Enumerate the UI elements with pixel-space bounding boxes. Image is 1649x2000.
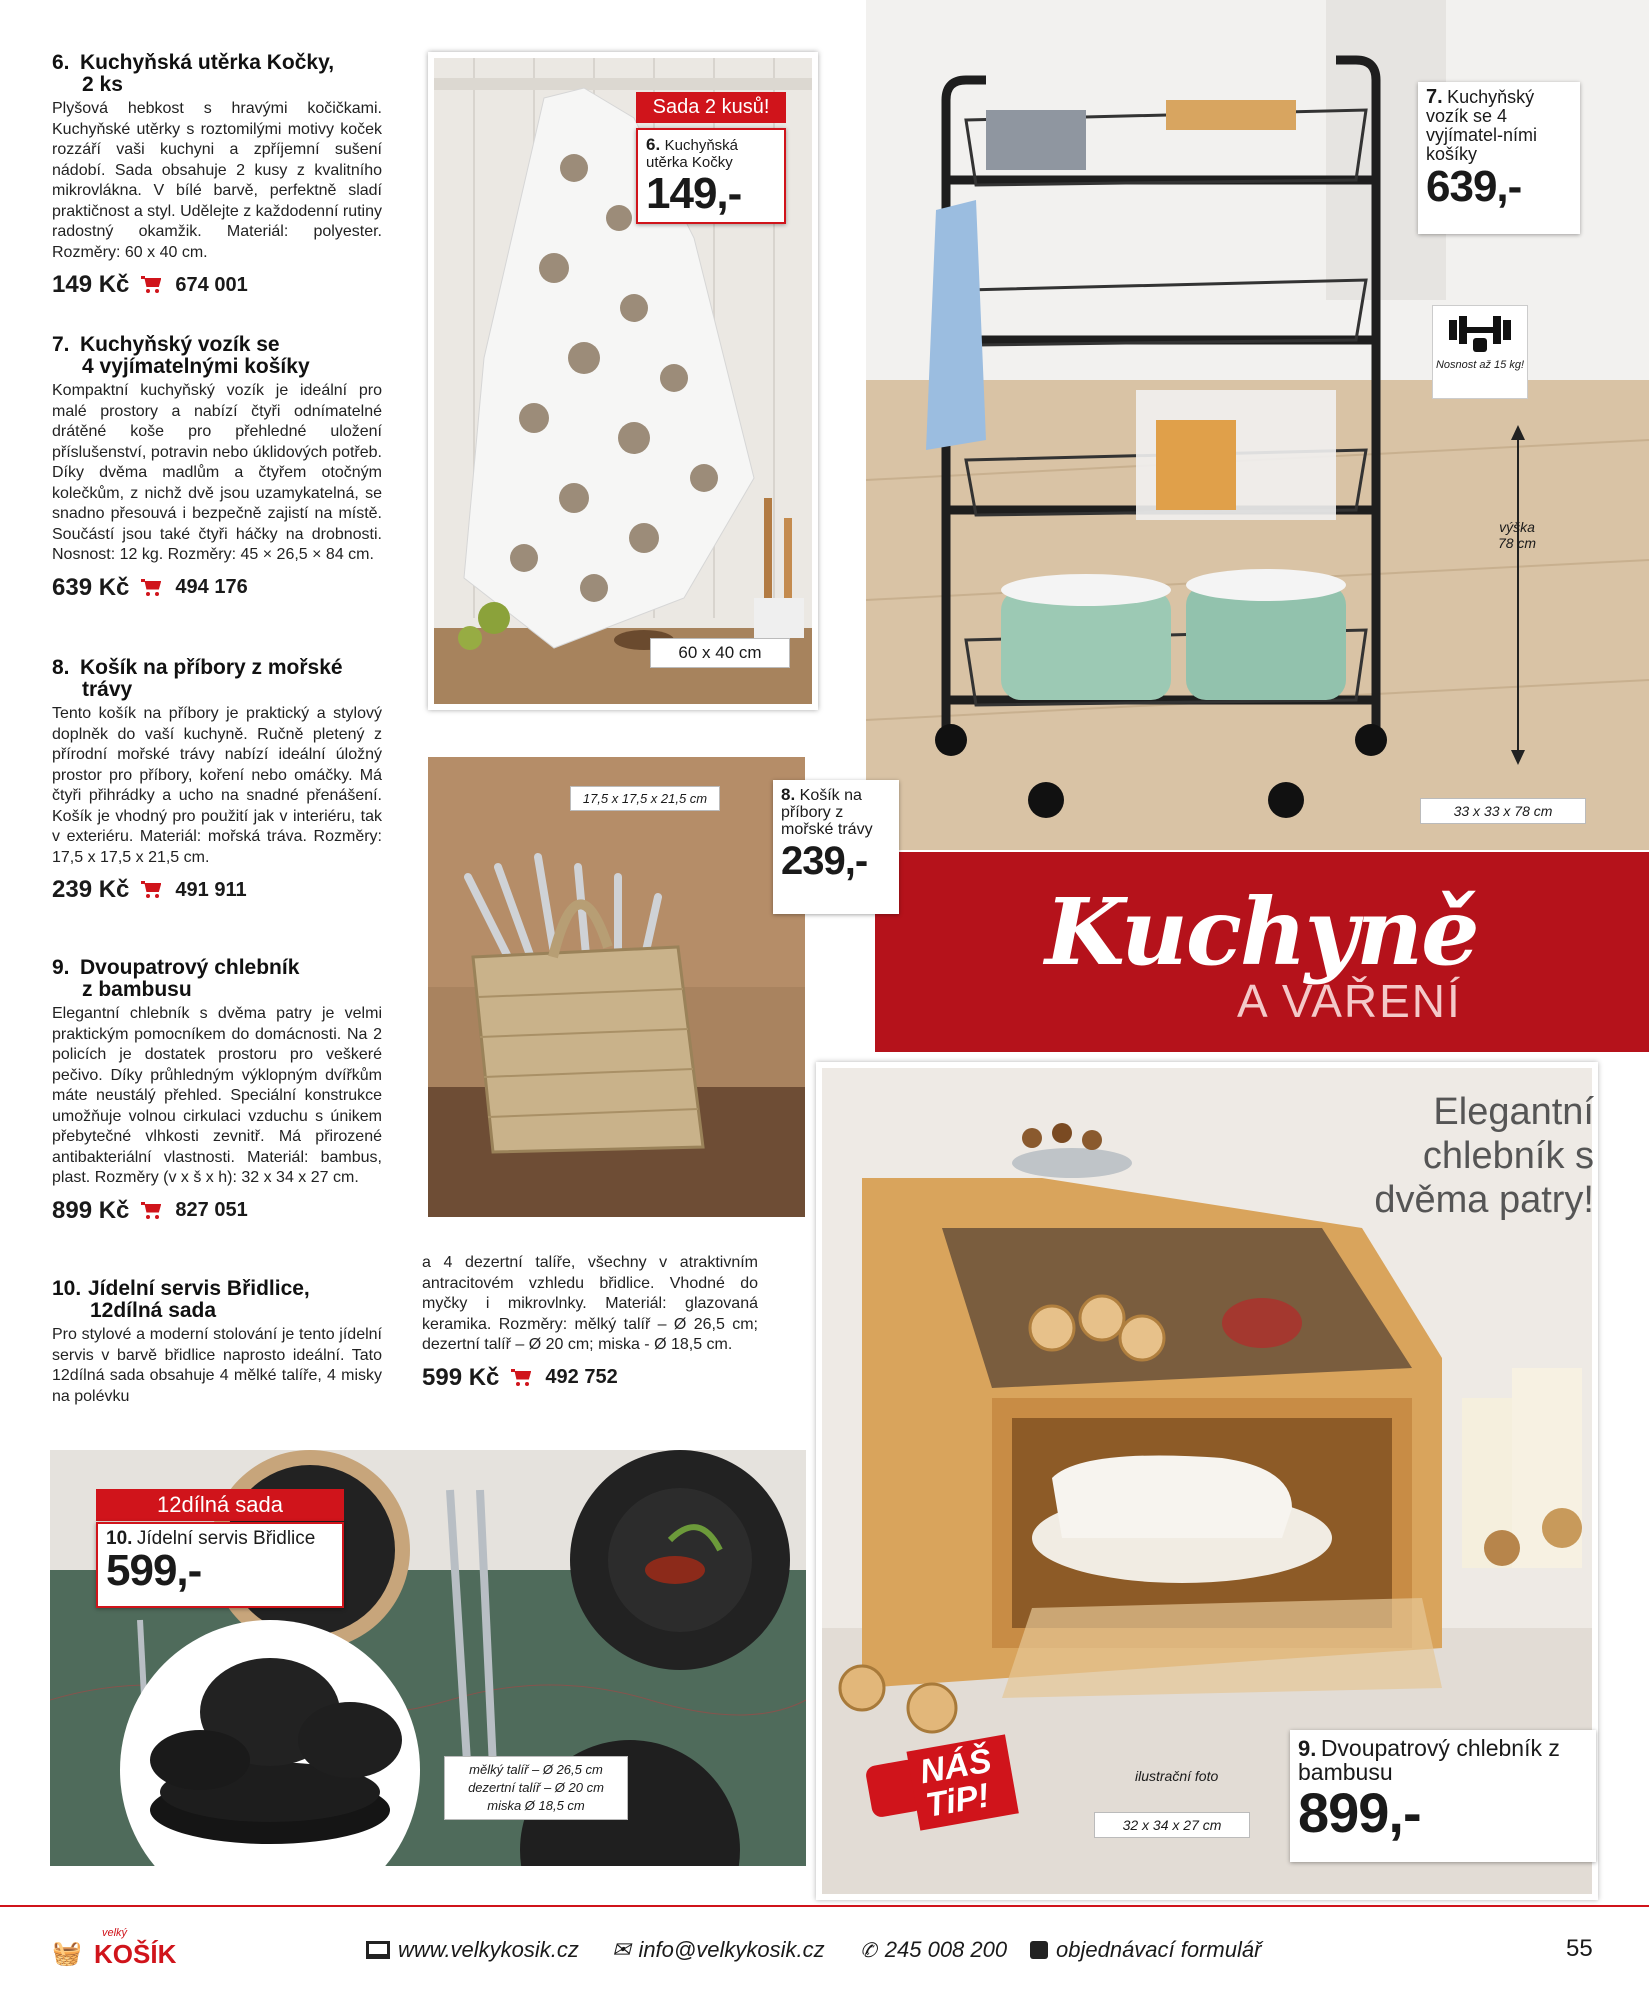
order-code: 674 001 [175,273,248,296]
banner-caps: A VAŘENÍ [1237,975,1462,1027]
price-tag-basket: 8. Košík na příbory z mořské trávy 239,- [773,780,899,914]
dims-label: mělký talíř – Ø 26,5 cm dezertní talíř – Ø 20 cm miska Ø 18,5 cm [444,1756,628,1820]
product-10-text [52,1278,382,1407]
cart-icon[interactable] [141,1202,163,1220]
price-row [52,574,382,602]
product-description: Pro stylové a moderní stolování je tento jídelní servis v barvě břidlice naprosto ideální. Tato 12dílná sada obsahuje 4 mělké talíře, 4 misky na polévku [52,1326,382,1405]
price-tag-servis: 10. Jídelní servis Břidlice 599,- [96,1522,344,1608]
photo-note: ilustrační foto [1135,1768,1219,1784]
price: 639 Kč [52,573,130,601]
product-title: 8. Košík na příbory z mořské trávy [52,656,343,701]
product-7-text [52,334,382,602]
height-label: výška 78 cm [1497,519,1537,551]
product-10-text-cont [422,1250,758,1392]
footer-email[interactable]: ✉ info@velkykosik.cz [612,1937,825,1962]
form-icon [1030,1941,1048,1959]
tag-price: 639,- [1426,162,1522,211]
product-8-text [52,657,382,904]
footer [0,1905,1649,2000]
monitor-icon [366,1941,390,1959]
price: 239 Kč [52,876,130,903]
category-banner [875,852,1649,1052]
product-description: Elegantní chlebník s dvěma patry je velmi praktickým pomocníkem do domácnosti. Na 2 policích je dostatek prostoru pro veškeré pečivo. Díky průhledným výklopným dvířkům máte neustálý přehled. Speciální konstrukce umožňuje volnou cirkulaci vzduchu s únikem přebytečné vlhkosti zevnitř. Má přirozené antibakteriální vlastnosti. Materiál: bambus, plast. Rozměry (v x š x h): 32 x 34 x 27 cm. [52,1005,382,1186]
page-number: 55 [1566,1935,1593,1962]
load-label: Nosnost až 15 kg! [1435,359,1525,371]
product-title: 10. Jídelní servis Břidlice, 12dílná sada [52,1277,310,1322]
breadbox-headline: Elegantní chlebník s dvěma patry! [1374,1091,1594,1221]
footer-phone[interactable]: ✆ 245 008 200 [860,1937,1008,1962]
price-row [52,271,382,299]
price-row [52,1197,382,1225]
banner-script: Kuchyně [1045,878,1478,986]
price-tag-cart: 7. Kuchyňský vozík se 4 vyjímatel-ními košíky 639,- [1418,82,1580,234]
footer-web[interactable]: www.velkykosik.cz [366,1937,579,1963]
tag-price: 599,- [106,1546,202,1595]
size-label: 60 x 40 cm [650,638,790,668]
product-title: 7. Kuchyňský vozík se 4 vyjímatelnými košíky [52,333,310,378]
product-description: Kompaktní kuchyňský vozík je ideální pro malé prostory a nabízí čtyři odnímatelné drátěné koše pro přehledné uložení příslušenství, potravin nebo úklidových potřeb. Díky dvěma madlům a čtyřem otočným kolečkům, z nichž dvě jsou uzamykatelná, se snadno přesouvá i bezpečně zajistí na místě. Součástí jsou také čtyři háčky na drobnosti. Nosnost: 12 kg. Rozměry: 45 × 26,5 × 84 cm. [52,382,382,563]
order-code: 827 051 [175,1199,248,1221]
load-badge [1432,305,1528,399]
product-9-text [52,957,382,1225]
product-description: Plyšová hebkost s hravými kočičkami. Kuchyňské utěrky s roztomilými motivy koček rozzáří vaši kuchyni a zpříjemní sušení nádobí. Sada obsahuje 2 kusy z kvalitního mikrovlákna. V bílé barvě, perfektně sladí praktičnost a styl. Udělejte z každodenní rutiny radostný okamžik. Materiál: polyester. Rozměry: 60 x 40 cm. [52,100,382,261]
order-code: 494 176 [175,576,248,598]
order-code: 492 752 [545,1366,618,1388]
product-title: 6. Kuchyňská utěrka Kočky, 2 ks [52,51,335,96]
tip-badge: NÁŠ TiP! [863,1732,1033,1829]
footer-logo[interactable]: 🧺 velký KOŠÍK [52,1927,177,1969]
envelope-icon: ✉ [612,1937,631,1962]
plates-illustration [120,1620,420,1866]
cart-icon[interactable] [511,1369,533,1387]
tag-price: 899,- [1298,1781,1421,1844]
size-label: 17,5 x 17,5 x 21,5 cm [570,786,720,811]
product-description: Tento košík na příbory je praktický a stylový doplněk do vaší kuchyně. Ručně pletený z přírodní mořské trávy nabízí ideální úložný prostor pro příbory, koření nebo omáčky. Má čtyři přihrádky a ucho na snadné přenášení. Košík je vhodný pro použití jak v interiéru, tak v exteriéru. Materiál: mořská tráva. Rozměry: 17,5 x 17,5 x 21,5 cm. [52,705,382,866]
set-badge: Sada 2 kusů! [636,92,786,123]
tag-price: 239,- [781,839,868,883]
basket-illustration [428,757,805,1217]
product-description-cont: a 4 dezertní talíře, všechny v atraktivním antracitovém vzhledu břidlice. Vhodné do myčky i mikrovlnky. Materiál: glazovaná keramika. Rozměry: mělký talíř – Ø 26,5 cm; dezertní talíř – Ø 20 cm; miska - Ø 18,5 cm. [422,1254,758,1353]
dumbbell-icon [1445,310,1515,354]
price-row [52,876,382,904]
servis-set-circle [120,1620,420,1866]
tag-price: 149,- [646,169,742,218]
cart-icon[interactable] [141,579,163,597]
basket-photo [428,757,805,1217]
set-badge: 12dílná sada [96,1489,344,1521]
footer-form[interactable]: objednávací formulář [1030,1937,1261,1963]
cart-icon[interactable] [141,881,163,899]
phone-icon: ✆ [860,1939,877,1962]
size-label: 32 x 34 x 27 cm [1094,1812,1250,1838]
product-title: 9. Dvoupatrový chlebník z bambusu [52,956,300,1001]
price-tag-towel: 6. Kuchyňská utěrka Kočky 149,- [636,128,786,224]
order-code: 491 911 [175,878,247,901]
basket-logo-icon: 🧺 [52,1940,82,1967]
size-label: 33 x 33 x 78 cm [1420,798,1586,824]
price: 149 Kč [52,271,130,298]
price-row [422,1364,758,1392]
price-tag-bread: 9. Dvoupatrový chlebník z bambusu 899,- [1290,1730,1596,1862]
price: 599 Kč [422,1363,500,1391]
cart-icon[interactable] [141,276,163,294]
price: 899 Kč [52,1196,130,1224]
product-6-text [52,52,382,299]
